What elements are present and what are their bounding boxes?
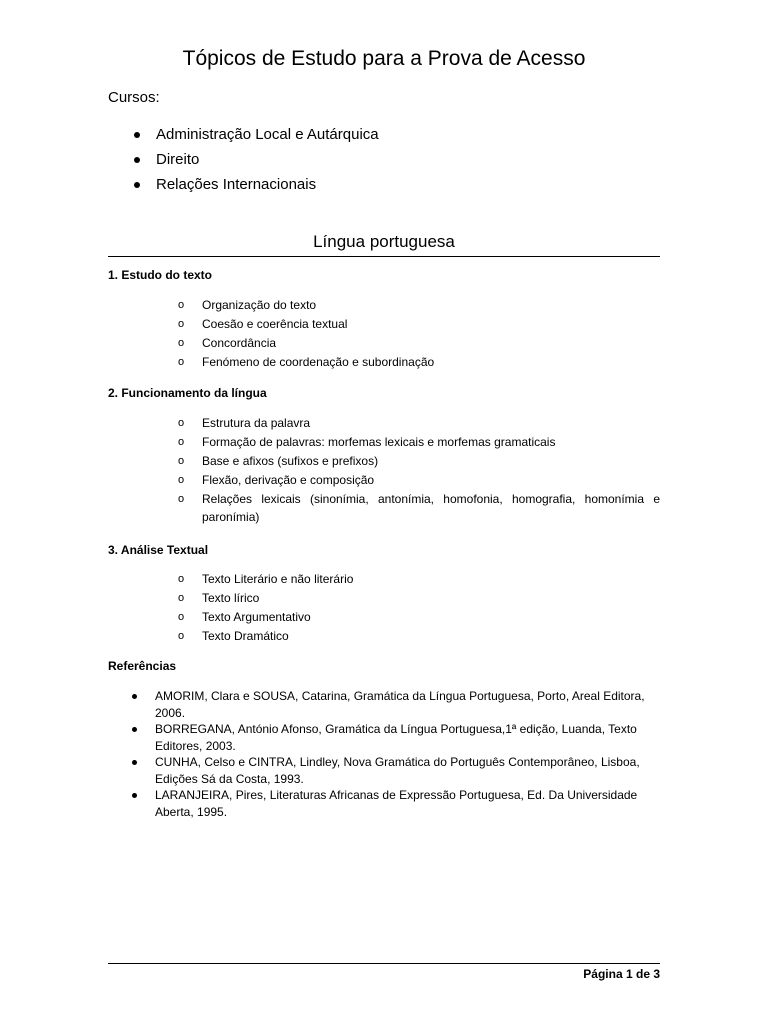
hollow-bullet-icon: o: [178, 417, 185, 429]
topic-list: [178, 570, 660, 646]
topic-item: [178, 608, 660, 627]
course-item: Administração Local e Autárquica: [132, 122, 379, 147]
hollow-bullet-icon: o: [178, 611, 185, 623]
topic-item: [178, 334, 660, 353]
section-heading: 1. Estudo do texto: [108, 268, 213, 282]
reference-item: AMORIM, Clara e SOUSA, Catarina, Gramática da Língua Portuguesa, Porto, Areal Editora, 2006.: [130, 688, 660, 721]
page-number: Página 1 de 3: [583, 967, 660, 981]
topic-text: Formação de palavras: morfemas lexicais e morfemas gramaticais: [202, 435, 556, 449]
course-item: Direito: [132, 147, 379, 172]
reference-item: BORREGANA, António Afonso, Gramática da Língua Portuguesa,1ª edição, Luanda, Texto Editores, 2003.: [130, 721, 660, 754]
hollow-bullet-icon: o: [178, 455, 185, 467]
topic-list: [178, 414, 660, 526]
topic-text: Texto lírico: [202, 591, 260, 605]
hollow-bullet-icon: o: [178, 318, 185, 330]
topic-item: [178, 627, 660, 646]
hollow-bullet-icon: o: [178, 592, 185, 604]
hollow-bullet-icon: o: [178, 474, 185, 486]
topic-item: [178, 452, 660, 471]
hollow-bullet-icon: o: [178, 299, 185, 311]
hollow-bullet-icon: o: [178, 436, 185, 448]
courses-label: Cursos:: [108, 89, 160, 106]
topic-item: [178, 490, 660, 526]
courses-list: [132, 122, 379, 197]
topic-text: Relações lexicais (sinonímia, antonímia, homofonia, homografia, homonímia e paronímia): [202, 492, 660, 524]
section-heading: 3. Análise Textual: [108, 543, 209, 557]
topic-text: Flexão, derivação e composição: [202, 473, 375, 487]
topic-item: [178, 570, 660, 589]
reference-item: LARANJEIRA, Pires, Literaturas Africanas de Expressão Portuguesa, Ed. Da Universidade Aberta, 1995.: [130, 787, 660, 820]
hollow-bullet-icon: o: [178, 493, 185, 505]
topic-item: [178, 433, 660, 452]
reference-item: CUNHA, Celso e CINTRA, Lindley, Nova Gramática do Português Contemporâneo, Lisboa, Edições Sá da Costa, 1993.: [130, 754, 660, 787]
topic-text: Texto Literário e não literário: [202, 572, 354, 586]
topic-text: Texto Argumentativo: [202, 610, 311, 624]
references-heading: Referências: [108, 659, 177, 673]
hollow-bullet-icon: o: [178, 573, 185, 585]
topic-item: [178, 414, 660, 433]
section-title: Língua portuguesa: [108, 230, 660, 257]
hollow-bullet-icon: o: [178, 356, 185, 368]
topic-text: Estrutura da palavra: [202, 416, 311, 430]
topic-item: [178, 471, 660, 490]
topic-text: Texto Dramático: [202, 629, 289, 643]
footer-divider: [108, 963, 660, 964]
topic-text: Coesão e coerência textual: [202, 317, 348, 331]
topic-item: [178, 589, 660, 608]
section-heading: 2. Funcionamento da língua: [108, 386, 267, 400]
topic-list: [178, 296, 660, 372]
course-item: Relações Internacionais: [132, 172, 379, 197]
hollow-bullet-icon: o: [178, 630, 185, 642]
topic-text: Organização do texto: [202, 298, 317, 312]
references-list: [130, 688, 660, 820]
topic-item: [178, 353, 660, 372]
topic-text: Base e afixos (sufixos e prefixos): [202, 454, 379, 468]
topic-text: Concordância: [202, 336, 277, 350]
page-title: Tópicos de Estudo para a Prova de Acesso: [182, 47, 586, 70]
topic-text: Fenómeno de coordenação e subordinação: [202, 355, 435, 369]
topic-item: [178, 296, 660, 315]
topic-item: [178, 315, 660, 334]
hollow-bullet-icon: o: [178, 337, 185, 349]
